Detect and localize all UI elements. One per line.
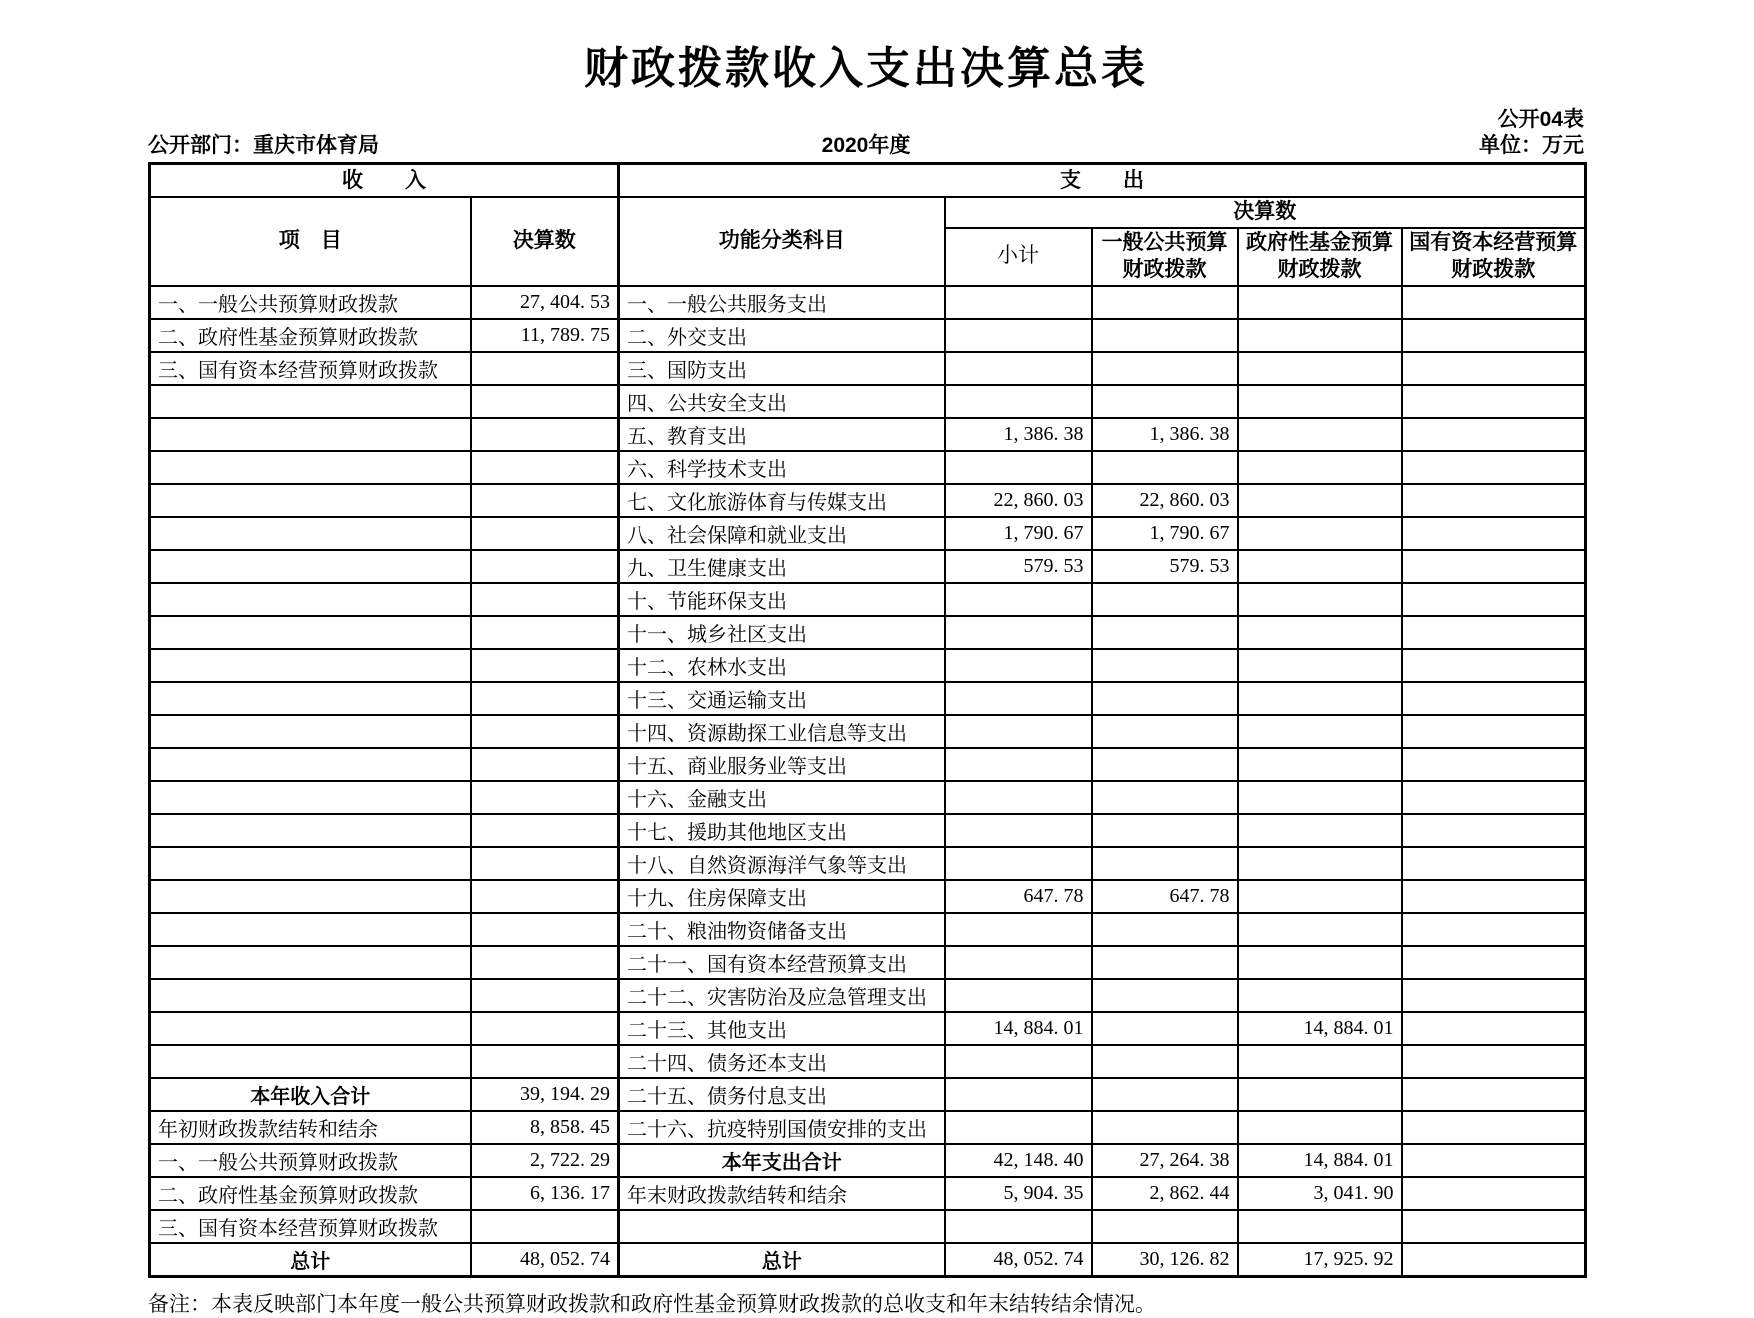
col-header-income-final-amount: 决算数 (471, 197, 619, 285)
exp-general-public-cell (1092, 1111, 1238, 1144)
exp-general-public-cell (1092, 946, 1238, 979)
exp-general-public-cell (1092, 913, 1238, 946)
exp-general-public-cell: 30, 126. 82 (1092, 1243, 1238, 1277)
income-item-cell: 本年收入合计 (150, 1078, 471, 1111)
table-row (150, 715, 1586, 748)
table-row (150, 1243, 1586, 1277)
exp-gov-fund-cell (1238, 682, 1402, 715)
exp-item-cell: 四、公共安全支出 (619, 385, 945, 418)
exp-state-capital-cell (1402, 814, 1586, 847)
income-item-cell (150, 748, 471, 781)
exp-state-capital-cell (1402, 550, 1586, 583)
table-row (150, 1177, 1586, 1210)
footer-note: 备注：本表反映部门本年度一般公共预算财政拨款和政府性基金预算财政拨款的总收支和年末结转结余情况。 (148, 1291, 1156, 1316)
exp-general-public-cell (1092, 319, 1238, 352)
income-item-cell: 一、一般公共预算财政拨款 (150, 1144, 471, 1177)
exp-subtotal-cell: 22, 860. 03 (945, 484, 1092, 517)
exp-item-cell: 二十二、灾害防治及应急管理支出 (619, 979, 945, 1012)
exp-gov-fund-cell (1238, 583, 1402, 616)
income-item-cell (150, 451, 471, 484)
year-label: 2020年度 (821, 134, 911, 158)
exp-gov-fund-cell (1238, 1111, 1402, 1144)
exp-subtotal-cell (945, 946, 1092, 979)
table-row (150, 814, 1586, 847)
exp-subtotal-cell (945, 1078, 1092, 1111)
exp-state-capital-cell (1402, 451, 1586, 484)
income-value-cell: 8, 858. 45 (471, 1111, 619, 1144)
exp-state-capital-cell (1402, 946, 1586, 979)
table-row (150, 880, 1586, 913)
exp-subtotal-cell (945, 979, 1092, 1012)
income-item-cell (150, 1012, 471, 1045)
exp-general-public-cell (1092, 814, 1238, 847)
income-value-cell (471, 418, 619, 451)
exp-gov-fund-cell (1238, 352, 1402, 385)
exp-state-capital-cell (1402, 1111, 1586, 1144)
col-header-gov-fund-budget: 政府性基金预算财政拨款 (1238, 228, 1402, 286)
table-row (150, 1111, 1586, 1144)
exp-gov-fund-cell: 17, 925. 92 (1238, 1243, 1402, 1277)
exp-general-public-cell (1092, 616, 1238, 649)
exp-subtotal-cell (945, 781, 1092, 814)
exp-item-cell (619, 1210, 945, 1243)
exp-state-capital-cell (1402, 649, 1586, 682)
table-row (150, 616, 1586, 649)
income-value-cell (471, 880, 619, 913)
income-value-cell (471, 715, 619, 748)
exp-general-public-cell (1092, 649, 1238, 682)
income-value-cell (471, 682, 619, 715)
exp-general-public-cell (1092, 352, 1238, 385)
table-row (150, 286, 1586, 319)
exp-gov-fund-cell (1238, 748, 1402, 781)
exp-general-public-cell (1092, 781, 1238, 814)
exp-item-cell: 年末财政拨款结转和结余 (619, 1177, 945, 1210)
exp-item-cell: 八、社会保障和就业支出 (619, 517, 945, 550)
exp-general-public-cell (1092, 979, 1238, 1012)
exp-item-cell: 一、一般公共服务支出 (619, 286, 945, 319)
exp-gov-fund-cell (1238, 649, 1402, 682)
exp-subtotal-cell (945, 319, 1092, 352)
exp-item-cell: 三、国防支出 (619, 352, 945, 385)
exp-item-cell: 十八、自然资源海洋气象等支出 (619, 847, 945, 880)
income-item-cell (150, 715, 471, 748)
exp-item-cell: 本年支出合计 (619, 1144, 945, 1177)
exp-gov-fund-cell (1238, 979, 1402, 1012)
exp-item-cell: 二十六、抗疫特别国债安排的支出 (619, 1111, 945, 1144)
exp-item-cell: 十七、援助其他地区支出 (619, 814, 945, 847)
exp-state-capital-cell (1402, 385, 1586, 418)
exp-state-capital-cell (1402, 1210, 1586, 1243)
exp-general-public-cell (1092, 583, 1238, 616)
exp-general-public-cell (1092, 748, 1238, 781)
exp-item-cell: 五、教育支出 (619, 418, 945, 451)
exp-subtotal-cell (945, 847, 1092, 880)
income-value-cell (471, 748, 619, 781)
exp-general-public-cell: 27, 264. 38 (1092, 1144, 1238, 1177)
income-item-cell (150, 682, 471, 715)
exp-gov-fund-cell (1238, 847, 1402, 880)
table-row (150, 682, 1586, 715)
exp-item-cell: 二十四、债务还本支出 (619, 1045, 945, 1078)
exp-state-capital-cell (1402, 1012, 1586, 1045)
exp-state-capital-cell (1402, 484, 1586, 517)
table-code: 公开04表 (1497, 108, 1584, 131)
exp-gov-fund-cell (1238, 385, 1402, 418)
income-item-cell: 二、政府性基金预算财政拨款 (150, 319, 471, 352)
exp-general-public-cell (1092, 286, 1238, 319)
exp-subtotal-cell: 1, 790. 67 (945, 517, 1092, 550)
income-item-cell (150, 616, 471, 649)
exp-state-capital-cell (1402, 1144, 1586, 1177)
exp-gov-fund-cell (1238, 880, 1402, 913)
exp-item-cell: 七、文化旅游体育与传媒支出 (619, 484, 945, 517)
exp-gov-fund-cell (1238, 913, 1402, 946)
income-value-cell (471, 1210, 619, 1243)
col-header-state-capital-budget: 国有资本经营预算财政拨款 (1402, 228, 1586, 286)
exp-state-capital-cell (1402, 352, 1586, 385)
income-value-cell (471, 781, 619, 814)
table-row (150, 847, 1586, 880)
table-row (150, 1012, 1586, 1045)
info-line (148, 133, 1584, 158)
income-value-cell (471, 913, 619, 946)
exp-item-cell: 十二、农林水支出 (619, 649, 945, 682)
exp-subtotal-cell (945, 286, 1092, 319)
income-item-cell (150, 550, 471, 583)
income-item-cell: 三、国有资本经营预算财政拨款 (150, 1210, 471, 1243)
col-header-subtotal: 小计 (945, 228, 1092, 286)
exp-general-public-cell (1092, 385, 1238, 418)
income-value-cell: 39, 194. 29 (471, 1078, 619, 1111)
table-row (150, 517, 1586, 550)
income-value-cell (471, 946, 619, 979)
exp-subtotal-cell (945, 616, 1092, 649)
exp-general-public-cell: 1, 386. 38 (1092, 418, 1238, 451)
income-value-cell: 11, 789. 75 (471, 319, 619, 352)
page-title: 财政拨款收入支出决算总表 (584, 44, 1148, 93)
exp-item-cell: 六、科学技术支出 (619, 451, 945, 484)
income-value-cell (471, 385, 619, 418)
exp-item-cell: 二十一、国有资本经营预算支出 (619, 946, 945, 979)
income-value-cell (471, 583, 619, 616)
income-value-cell: 27, 404. 53 (471, 286, 619, 319)
exp-general-public-cell: 579. 53 (1092, 550, 1238, 583)
exp-gov-fund-cell (1238, 814, 1402, 847)
exp-subtotal-cell (945, 451, 1092, 484)
exp-item-cell: 十九、住房保障支出 (619, 880, 945, 913)
exp-item-cell: 二、外交支出 (619, 319, 945, 352)
exp-gov-fund-cell (1238, 616, 1402, 649)
exp-subtotal-cell (945, 715, 1092, 748)
exp-state-capital-cell (1402, 583, 1586, 616)
table-row (150, 451, 1586, 484)
exp-subtotal-cell (945, 352, 1092, 385)
document-content (148, 32, 1584, 1318)
exp-item-cell: 二十、粮油物资储备支出 (619, 913, 945, 946)
exp-gov-fund-cell (1238, 286, 1402, 319)
exp-general-public-cell: 1, 790. 67 (1092, 517, 1238, 550)
col-header-item: 项 目 (150, 197, 471, 285)
exp-gov-fund-cell (1238, 451, 1402, 484)
table-body (150, 286, 1586, 1277)
exp-general-public-cell (1092, 1045, 1238, 1078)
exp-item-cell: 十六、金融支出 (619, 781, 945, 814)
exp-general-public-cell (1092, 1078, 1238, 1111)
exp-subtotal-cell: 14, 884. 01 (945, 1012, 1092, 1045)
income-item-cell: 年初财政拨款结转和结余 (150, 1111, 471, 1144)
income-value-cell (471, 484, 619, 517)
income-value-cell (471, 352, 619, 385)
exp-gov-fund-cell (1238, 484, 1402, 517)
income-value-cell (471, 1045, 619, 1078)
exp-state-capital-cell (1402, 1177, 1586, 1210)
exp-state-capital-cell (1402, 1045, 1586, 1078)
income-item-cell (150, 814, 471, 847)
income-item-cell: 二、政府性基金预算财政拨款 (150, 1177, 471, 1210)
exp-item-cell: 十五、商业服务业等支出 (619, 748, 945, 781)
exp-gov-fund-cell (1238, 550, 1402, 583)
table-row (150, 946, 1586, 979)
table-row (150, 979, 1586, 1012)
exp-general-public-cell (1092, 1012, 1238, 1045)
table-row (150, 418, 1586, 451)
exp-gov-fund-cell: 14, 884. 01 (1238, 1144, 1402, 1177)
exp-state-capital-cell (1402, 616, 1586, 649)
exp-state-capital-cell (1402, 682, 1586, 715)
exp-subtotal-cell (945, 1111, 1092, 1144)
table-row (150, 1078, 1586, 1111)
exp-state-capital-cell (1402, 1243, 1586, 1277)
income-item-cell (150, 517, 471, 550)
exp-subtotal-cell (945, 1210, 1092, 1243)
exp-general-public-cell (1092, 451, 1238, 484)
income-item-cell (150, 880, 471, 913)
income-value-cell (471, 847, 619, 880)
income-item-cell (150, 418, 471, 451)
table-row (150, 1210, 1586, 1243)
exp-general-public-cell: 22, 860. 03 (1092, 484, 1238, 517)
exp-general-public-cell: 647. 78 (1092, 880, 1238, 913)
income-item-cell: 三、国有资本经营预算财政拨款 (150, 352, 471, 385)
col-header-general-public-budget: 一般公共预算财政拨款 (1092, 228, 1238, 286)
exp-gov-fund-cell: 3, 041. 90 (1238, 1177, 1402, 1210)
department-label: 公开部门：重庆市体育局 (148, 134, 379, 158)
income-item-cell (150, 847, 471, 880)
exp-state-capital-cell (1402, 979, 1586, 1012)
table-row (150, 913, 1586, 946)
income-value-cell (471, 979, 619, 1012)
exp-subtotal-cell (945, 913, 1092, 946)
table-row (150, 781, 1586, 814)
table-row (150, 319, 1586, 352)
exp-gov-fund-cell (1238, 1045, 1402, 1078)
exp-state-capital-cell (1402, 913, 1586, 946)
unit-label: 单位：万元 (1479, 134, 1585, 158)
exp-general-public-cell (1092, 682, 1238, 715)
exp-subtotal-cell: 42, 148. 40 (945, 1144, 1092, 1177)
exp-general-public-cell: 2, 862. 44 (1092, 1177, 1238, 1210)
income-item-cell (150, 484, 471, 517)
exp-item-cell: 二十三、其他支出 (619, 1012, 945, 1045)
table-row (150, 385, 1586, 418)
col-header-final-amount-group: 决算数 (945, 197, 1586, 227)
exp-state-capital-cell (1402, 517, 1586, 550)
exp-subtotal-cell (945, 583, 1092, 616)
exp-state-capital-cell (1402, 286, 1586, 319)
exp-state-capital-cell (1402, 1078, 1586, 1111)
exp-subtotal-cell (945, 682, 1092, 715)
exp-subtotal-cell (945, 748, 1092, 781)
exp-gov-fund-cell (1238, 715, 1402, 748)
table-row (150, 352, 1586, 385)
table-header (150, 164, 1586, 286)
exp-state-capital-cell (1402, 715, 1586, 748)
income-item-cell (150, 385, 471, 418)
exp-item-cell: 十一、城乡社区支出 (619, 616, 945, 649)
exp-subtotal-cell: 5, 904. 35 (945, 1177, 1092, 1210)
exp-gov-fund-cell (1238, 418, 1402, 451)
exp-item-cell: 十四、资源勘探工业信息等支出 (619, 715, 945, 748)
exp-subtotal-cell: 48, 052. 74 (945, 1243, 1092, 1277)
exp-item-cell: 十、节能环保支出 (619, 583, 945, 616)
income-value-cell: 6, 136. 17 (471, 1177, 619, 1210)
table-row (150, 1045, 1586, 1078)
income-value-cell: 2, 722. 29 (471, 1144, 619, 1177)
document-page (0, 32, 1754, 1316)
exp-item-cell: 总计 (619, 1243, 945, 1277)
income-section-header: 收 入 (150, 164, 619, 198)
exp-general-public-cell (1092, 847, 1238, 880)
table-row (150, 748, 1586, 781)
exp-gov-fund-cell (1238, 946, 1402, 979)
table-row (150, 649, 1586, 682)
exp-subtotal-cell: 579. 53 (945, 550, 1092, 583)
exp-item-cell: 十三、交通运输支出 (619, 682, 945, 715)
income-item-cell (150, 946, 471, 979)
exp-state-capital-cell (1402, 847, 1586, 880)
exp-state-capital-cell (1402, 748, 1586, 781)
income-value-cell (471, 1012, 619, 1045)
income-item-cell (150, 583, 471, 616)
exp-item-cell: 二十五、债务付息支出 (619, 1078, 945, 1111)
income-value-cell: 48, 052. 74 (471, 1243, 619, 1277)
income-item-cell: 一、一般公共预算财政拨款 (150, 286, 471, 319)
exp-state-capital-cell (1402, 880, 1586, 913)
exp-gov-fund-cell (1238, 517, 1402, 550)
exp-subtotal-cell (945, 814, 1092, 847)
income-item-cell: 总计 (150, 1243, 471, 1277)
exp-gov-fund-cell: 14, 884. 01 (1238, 1012, 1402, 1045)
col-header-functional-subject: 功能分类科目 (619, 197, 945, 285)
income-value-cell (471, 550, 619, 583)
exp-general-public-cell (1092, 1210, 1238, 1243)
income-item-cell (150, 781, 471, 814)
exp-subtotal-cell: 1, 386. 38 (945, 418, 1092, 451)
income-value-cell (471, 517, 619, 550)
exp-gov-fund-cell (1238, 319, 1402, 352)
income-value-cell (471, 616, 619, 649)
income-item-cell (150, 649, 471, 682)
exp-subtotal-cell (945, 1045, 1092, 1078)
fiscal-table (148, 162, 1587, 1277)
exp-subtotal-cell (945, 649, 1092, 682)
exp-gov-fund-cell (1238, 1210, 1402, 1243)
table-row (150, 583, 1586, 616)
exp-state-capital-cell (1402, 319, 1586, 352)
exp-subtotal-cell: 647. 78 (945, 880, 1092, 913)
exp-gov-fund-cell (1238, 1078, 1402, 1111)
exp-gov-fund-cell (1238, 781, 1402, 814)
income-value-cell (471, 814, 619, 847)
table-row (150, 550, 1586, 583)
income-value-cell (471, 451, 619, 484)
exp-state-capital-cell (1402, 418, 1586, 451)
income-item-cell (150, 979, 471, 1012)
exp-general-public-cell (1092, 715, 1238, 748)
table-row (150, 484, 1586, 517)
income-item-cell (150, 1045, 471, 1078)
income-item-cell (150, 913, 471, 946)
exp-state-capital-cell (1402, 781, 1586, 814)
exp-item-cell: 九、卫生健康支出 (619, 550, 945, 583)
income-value-cell (471, 649, 619, 682)
table-row (150, 1144, 1586, 1177)
expenditure-section-header: 支 出 (619, 164, 1586, 198)
exp-subtotal-cell (945, 385, 1092, 418)
